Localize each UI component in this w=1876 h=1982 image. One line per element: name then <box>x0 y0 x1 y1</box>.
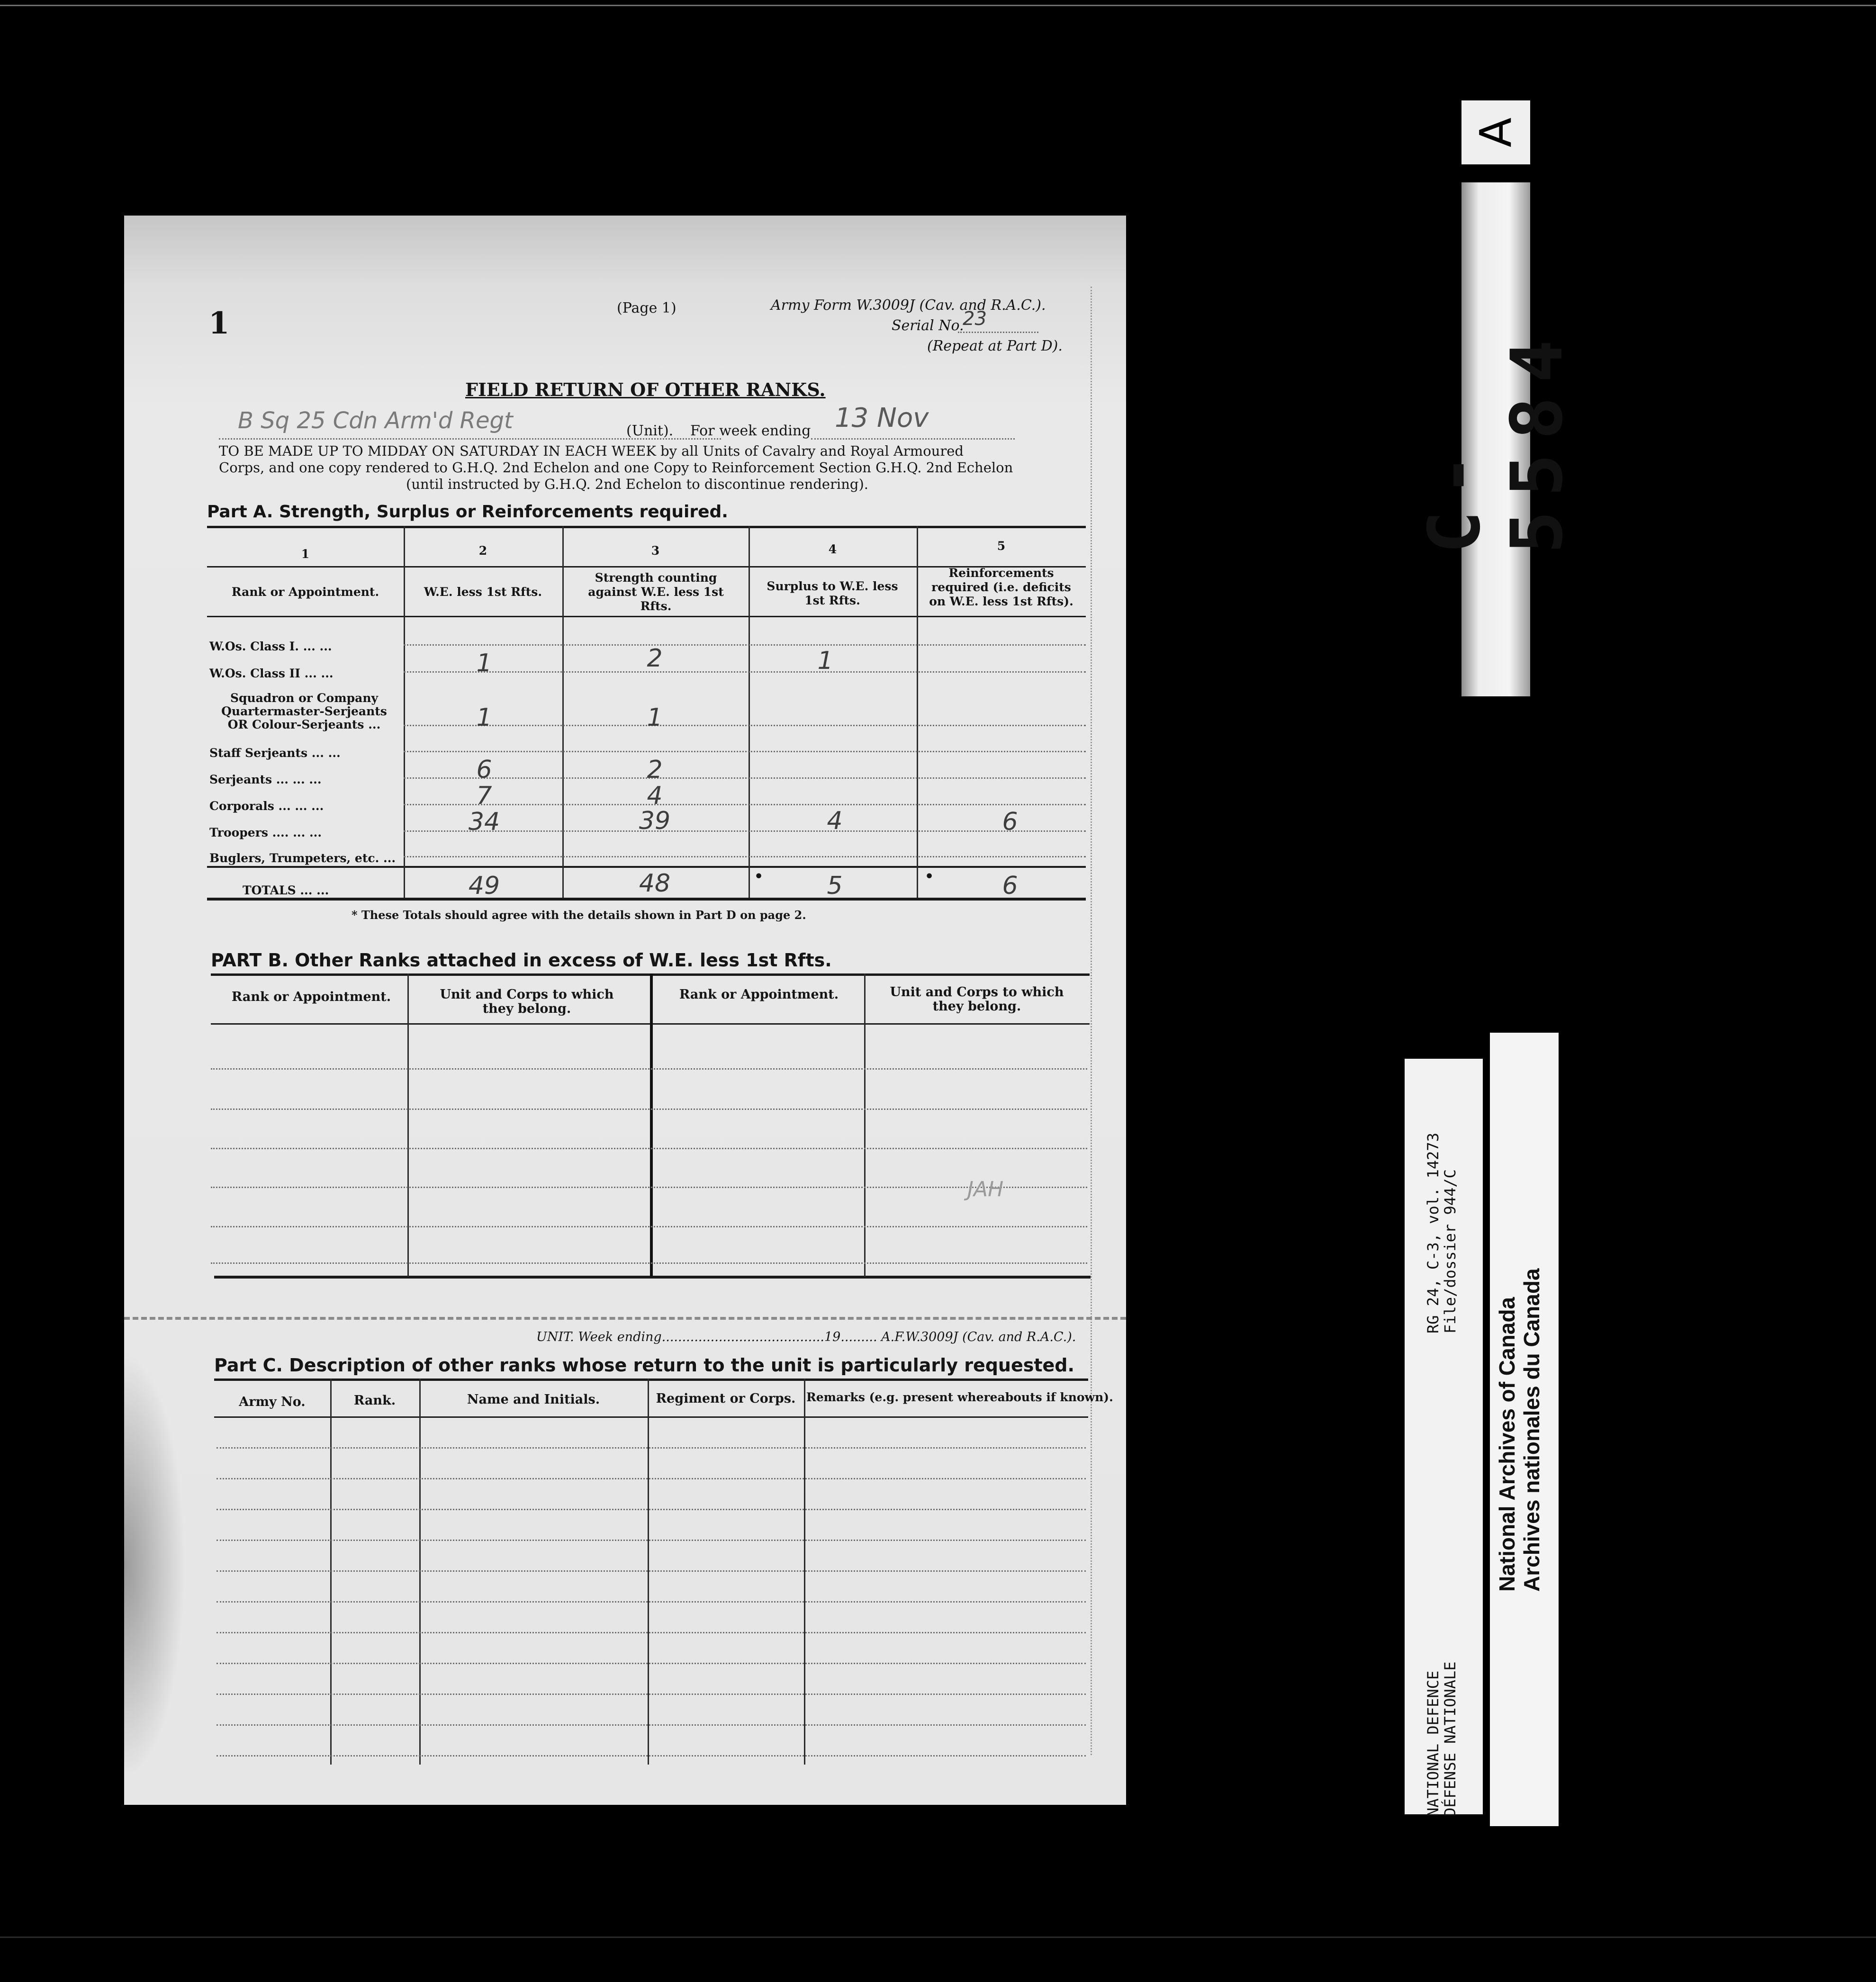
part-a-heading: Part A. Strength, Surplus or Reinforcements required. <box>207 502 728 522</box>
unit-label: (Unit). <box>626 423 674 439</box>
reference-2: File/dossier 944/C <box>1441 1169 1459 1333</box>
part-c-row-rule <box>216 1478 1086 1479</box>
row-label-buglers: Buglers, Trumpeters, etc. ... <box>209 851 396 865</box>
part-c-row-rule <box>216 1447 1086 1449</box>
department-fr: DÉFENSE NATIONALE <box>1441 1661 1459 1817</box>
row-label-sjt: Serjeants ... ... ... <box>209 773 322 786</box>
part-b-heading: PART B. Other Ranks attached in excess of W.E. less 1st Rfts. <box>211 950 832 971</box>
cell-tpr-surplus: 4 <box>827 807 843 835</box>
part-c-row-rule <box>216 1755 1086 1757</box>
paper-shadow <box>124 1352 186 1779</box>
col-num-3: 3 <box>651 544 660 558</box>
totals-note: * These Totals should agree with the details shown in Part D on page 2. <box>352 908 806 922</box>
row-rule <box>404 751 1086 752</box>
part-c-col-rank: Rank. <box>353 1393 396 1408</box>
part-b-col-rank-2: Rank or Appointment. <box>679 987 839 1002</box>
col-head-strength: Strength counting against W.E. less 1st Rfts. <box>588 571 724 613</box>
perforation-right <box>1091 287 1092 1755</box>
archive-name-label <box>1490 1033 1559 1826</box>
page-number: (Page 1) <box>617 300 676 316</box>
row-label-cpl: Corporals ... ... ... <box>209 799 324 813</box>
initials-stamp: JAH <box>967 1177 1004 1201</box>
reel-number: C-5584 <box>1413 325 1578 554</box>
cell-wo2-strength: 2 <box>647 644 663 673</box>
part-c-top-rule <box>214 1378 1088 1381</box>
archive-name-fr: Archives nationales du Canada <box>1519 1268 1544 1592</box>
perforation-line <box>124 1317 1126 1320</box>
form-title: FIELD RETURN OF OTHER RANKS. <box>465 379 826 400</box>
instruction-line-3: (until instructed by G.H.Q. 2nd Echelon to discontinue rendering). <box>406 476 868 492</box>
part-b-col-unit-2: Unit and Corps to which they belong. <box>890 985 1064 1014</box>
department-en: NATIONAL DEFENCE <box>1424 1670 1442 1817</box>
part-c-row-rule <box>216 1663 1086 1664</box>
part-c-row-rule <box>216 1632 1086 1633</box>
week-label: For week ending <box>690 423 811 439</box>
col-num-1: 1 <box>301 547 310 561</box>
part-b-col-rank-1: Rank or Appointment. <box>231 990 391 1004</box>
part-a-col-sep-4 <box>917 526 918 898</box>
tear-strip-text: UNIT. Week ending........................................19......... A.F.W.3009J (Cav. and R.A.C.). <box>536 1330 1076 1344</box>
total-reinf: 6 <box>1002 872 1018 900</box>
unit-handwritten: B Sq 25 Cdn Arm'd Regt <box>238 407 513 434</box>
asterisk-mark: • <box>754 868 764 885</box>
serial-label: Serial No. <box>892 317 964 334</box>
cell-tpr-strength: 39 <box>639 807 671 835</box>
instruction-line-2: Corps, and one copy rendered to G.H.Q. 2nd Echelon and one Copy to Reinforcement Section G.H.Q. 2nd Echelon <box>219 459 1013 476</box>
col-head-reinforcements: Reinforcements required (i.e. deficits on W.E. less 1st Rfts). <box>929 566 1073 608</box>
part-c-header-rule <box>214 1416 1088 1418</box>
part-c-row-rule <box>216 1540 1086 1541</box>
form-sheet <box>124 216 1126 1805</box>
film-edge-bottom <box>0 1937 1876 1938</box>
part-c-col-remarks: Remarks (e.g. present whereabouts if known). <box>806 1390 1113 1404</box>
part-b-col-sep-2 <box>650 973 653 1277</box>
archive-name-block <box>1495 1268 1544 1592</box>
instruction-line-1: TO BE MADE UP TO MIDDAY ON SATURDAY IN EACH WEEK by all Units of Cavalry and Royal Armoured <box>219 443 964 459</box>
col-head-rank: Rank or Appointment. <box>231 585 379 599</box>
part-c-col-regiment: Regiment or Corps. <box>656 1391 796 1406</box>
week-line <box>811 438 1015 440</box>
asterisk-mark: • <box>925 868 934 885</box>
row-rule <box>404 856 1086 857</box>
reel-letter-tab <box>1461 100 1530 164</box>
part-a-col-sep-1 <box>404 526 405 898</box>
cell-cpl-we: 7 <box>476 782 492 810</box>
row-label-totals: TOTALS ... ... <box>243 883 329 897</box>
cell-cpl-strength: 4 <box>647 782 663 810</box>
part-a-col-sep-2 <box>562 526 564 898</box>
part-b-row-rule <box>211 1226 1087 1227</box>
part-a-col-sep-3 <box>749 526 750 898</box>
col-num-4: 4 <box>828 542 837 556</box>
repeat-note: (Repeat at Part D). <box>927 338 1063 354</box>
part-c-row-rule <box>216 1509 1086 1510</box>
col-num-2: 2 <box>478 544 487 558</box>
serial-value: 23 <box>963 308 987 330</box>
reference-1: RG 24, C-3, vol. 14273 <box>1424 1133 1442 1333</box>
part-c-row-rule <box>216 1570 1086 1572</box>
reference-block <box>1425 1133 1459 1333</box>
total-we: 49 <box>468 872 500 900</box>
part-c-heading: Part C. Description of other ranks whose return to the unit is particularly requested. <box>214 1355 1074 1376</box>
part-c-row-rule <box>216 1724 1086 1726</box>
cell-wo2-we: 1 <box>476 649 492 677</box>
part-b-col-unit-1: Unit and Corps to which they belong. <box>440 987 614 1016</box>
week-value: 13 Nov <box>835 403 929 433</box>
archive-reference-label <box>1405 1059 1483 1817</box>
cell-sjt-strength: 2 <box>647 756 663 784</box>
cell-tpr-we: 34 <box>468 808 500 836</box>
part-b-row-rule <box>211 1148 1087 1149</box>
part-c-col-name: Name and Initials. <box>467 1392 600 1407</box>
row-label-staff-sjt: Staff Serjeants ... ... <box>209 746 341 760</box>
part-b-row-rule <box>211 1068 1087 1070</box>
part-b-col-sep-3 <box>864 973 866 1277</box>
part-b-row-rule <box>211 1108 1087 1110</box>
margin-mark: 1 <box>208 306 230 341</box>
part-a-totals-rule <box>207 866 1086 868</box>
film-edge-top <box>0 5 1876 6</box>
part-b-row-rule <box>211 1187 1087 1188</box>
part-a-bottom-rule <box>207 898 1086 901</box>
row-label-wo2: W.Os. Class II ... ... <box>209 667 334 680</box>
total-surplus: 5 <box>827 872 843 900</box>
row-label-tpr: Troopers .... ... ... <box>209 826 322 839</box>
part-a-body-rule <box>207 616 1086 617</box>
part-a-top-rule <box>207 526 1086 528</box>
row-rule <box>404 644 1086 646</box>
row-label-wo1: W.Os. Class I. ... ... <box>209 640 332 653</box>
cell-sjt-we: 6 <box>476 756 492 784</box>
part-b-col-sep-1 <box>407 973 409 1277</box>
row-label-cqms: Squadron or Company Quartermaster-Serjeants OR Colour-Serjeants ... <box>221 691 387 731</box>
archive-name-en: National Archives of Canada <box>1495 1297 1519 1592</box>
col-head-we: W.E. less 1st Rfts. <box>424 585 542 599</box>
reel-letter: A <box>1470 117 1521 147</box>
cell-cqms-strength: 1 <box>647 703 663 732</box>
col-head-surplus: Surplus to W.E. less 1st Rfts. <box>767 579 898 607</box>
part-c-col-army-no: Army No. <box>239 1395 306 1409</box>
department-block <box>1425 1661 1459 1817</box>
part-c-row-rule <box>216 1601 1086 1603</box>
cell-wo2-surplus: 1 <box>817 647 833 675</box>
form-identifier: Army Form W.3009J (Cav. and R.A.C.). <box>771 297 1046 314</box>
serial-line <box>958 332 1038 333</box>
part-c-row-rule <box>216 1694 1086 1695</box>
col-num-5: 5 <box>997 539 1006 553</box>
cell-tpr-reinf: 6 <box>1002 808 1018 836</box>
reel-number-strip <box>1413 182 1578 696</box>
cell-cqms-we: 1 <box>476 703 492 732</box>
total-strength: 48 <box>639 869 671 898</box>
part-b-row-rule <box>211 1262 1087 1264</box>
